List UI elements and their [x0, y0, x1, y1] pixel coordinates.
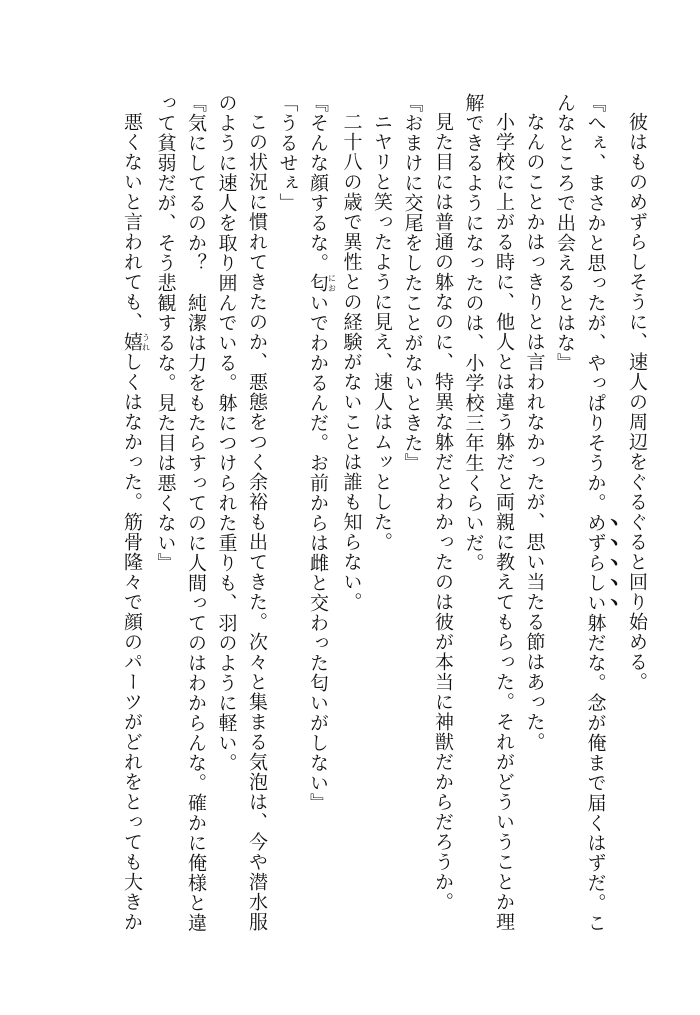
text-line-6: 解できるようになったのは、小学校三年生くらいだ。 — [462, 93, 485, 573]
text-line-10: 二十八の歳で異性との経験がないことは誰も知らない。 — [340, 112, 363, 612]
text-line-17: 悪くないと言われても、嬉うれしくはなかった。筋骨隆々で顔のパーツがどれをとっても大きか — [121, 112, 151, 932]
text-line-9: ニヤリと笑ったように見え、速人はムッとした。 — [371, 112, 393, 552]
text-line-8: 『おまけに交尾をしたことがないときた』 — [401, 93, 424, 473]
text-line-2: 『へぇ、まさかと思ったが、やっぱりそうか。めずらしい躰だな。念が俺まで届くはずだ。こ — [584, 93, 607, 933]
vertical-text-body — [117, 93, 653, 973]
text-line-15: 『気にしてるのか？ 純潔は力をもたらすってのに人間ってのはわからんな。確かに俺様と違 — [185, 93, 207, 933]
ruby-word: 匂にお — [307, 273, 337, 293]
text-line-12: 「うるせぇ」 — [276, 93, 299, 213]
text-line-3: んなところで出会えるとはな』 — [554, 93, 576, 373]
text-line-13: この状況に慣れてきたのか、悪態をつく余裕も出てきた。次々と集まる気泡は、今や潜水服 — [246, 112, 268, 932]
text-line-16: って貧弱だが、そう悲観するな。見た目は悪くない』 — [154, 93, 177, 573]
ruby-word: 嬉うれ — [121, 332, 151, 352]
text-line-7: 見た目には普通の躰なのに、特異な躰だとわかったのは彼が本当に神獣だからだろうか。 — [432, 112, 454, 912]
text-line-14: のように速人を取り囲んでいる。躰につけられた重りも、羽のように軽い。 — [215, 93, 238, 773]
text-line-1: 彼はものめずらしそうに、速人の周辺をぐるぐると回り始める。 — [626, 112, 648, 692]
furigana: うれ — [141, 332, 151, 352]
furigana: にお — [327, 273, 337, 293]
text-line-11: 『そんな顔するな。匂においでわかるんだ。お前からは雌と交わった匂いがしない』 — [307, 93, 337, 813]
text-line-4: なんのことかはっきりとは言われなかったが、思い当たる節はあった。 — [523, 112, 546, 752]
text-line-5: 小学校に上がる時に、他人とは違う躰だと両親に教えてもらった。それがどういうことか理 — [493, 112, 515, 932]
emphasized-word: めずらしい — [584, 513, 607, 613]
